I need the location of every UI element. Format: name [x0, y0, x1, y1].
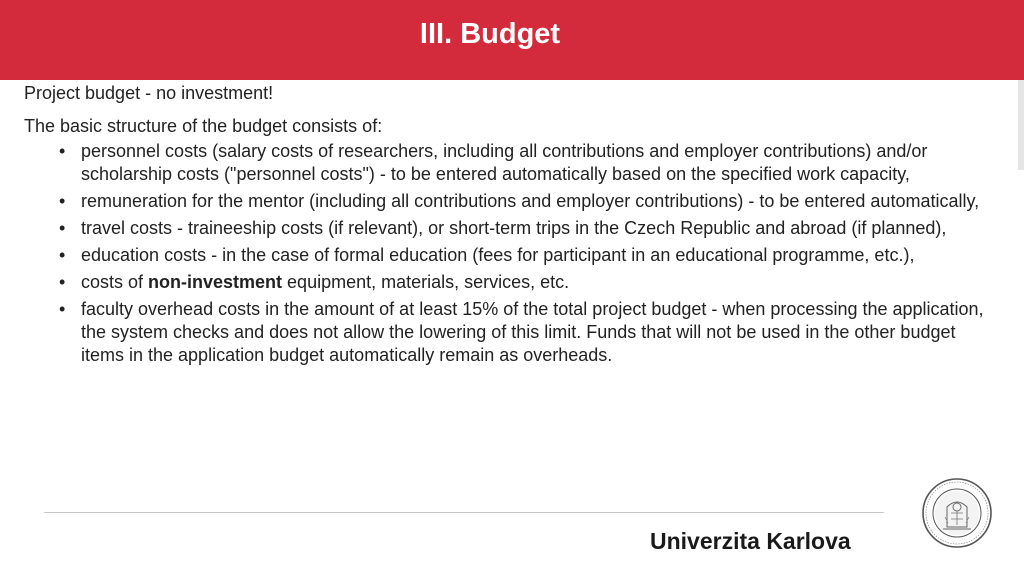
list-item: • faculty overhead costs in the amount of at least 15% of the total project budget - when processing the application, the system checks and does not allow the lowering of this limit. Funds that will not be used in the other budget items in the application budget automatically remain as overheads.: [81, 298, 999, 367]
footer-divider: [44, 512, 884, 513]
university-seal-icon: [921, 477, 993, 549]
university-name: Univerzita Karlova: [650, 528, 851, 554]
list-item: • education costs - in the case of formal education (fees for participant in an educational programme, etc.),: [81, 244, 999, 267]
cost-list: [24, 140, 999, 367]
title-bar: [0, 0, 1024, 80]
list-item-suffix: equipment, materials, services, etc.: [282, 272, 570, 292]
slide-title: III. Budget: [419, 18, 561, 50]
lead-text: The basic structure of the budget consists of:: [24, 116, 383, 136]
list-item-emphasis: non-investment: [148, 272, 283, 292]
list-item: • remuneration for the mentor (including all contributions and employer contributions) - to be entered automatically,: [81, 190, 999, 213]
list-item-prefix: costs of: [81, 272, 149, 292]
side-accent: [1018, 80, 1024, 170]
list-item: [81, 271, 999, 294]
slide-content: [24, 82, 999, 371]
list-item: • personnel costs (salary costs of researchers, including all contributions and employer contributions) and/or scholarship costs ("personnel costs") - to be entered automatically based on the specified work capacity,: [81, 140, 999, 186]
intro-text: Project budget - no investment!: [24, 83, 274, 103]
list-item: • travel costs - traineeship costs (if relevant), or short-term trips in the Czech Republic and abroad (if planned),: [81, 217, 999, 240]
